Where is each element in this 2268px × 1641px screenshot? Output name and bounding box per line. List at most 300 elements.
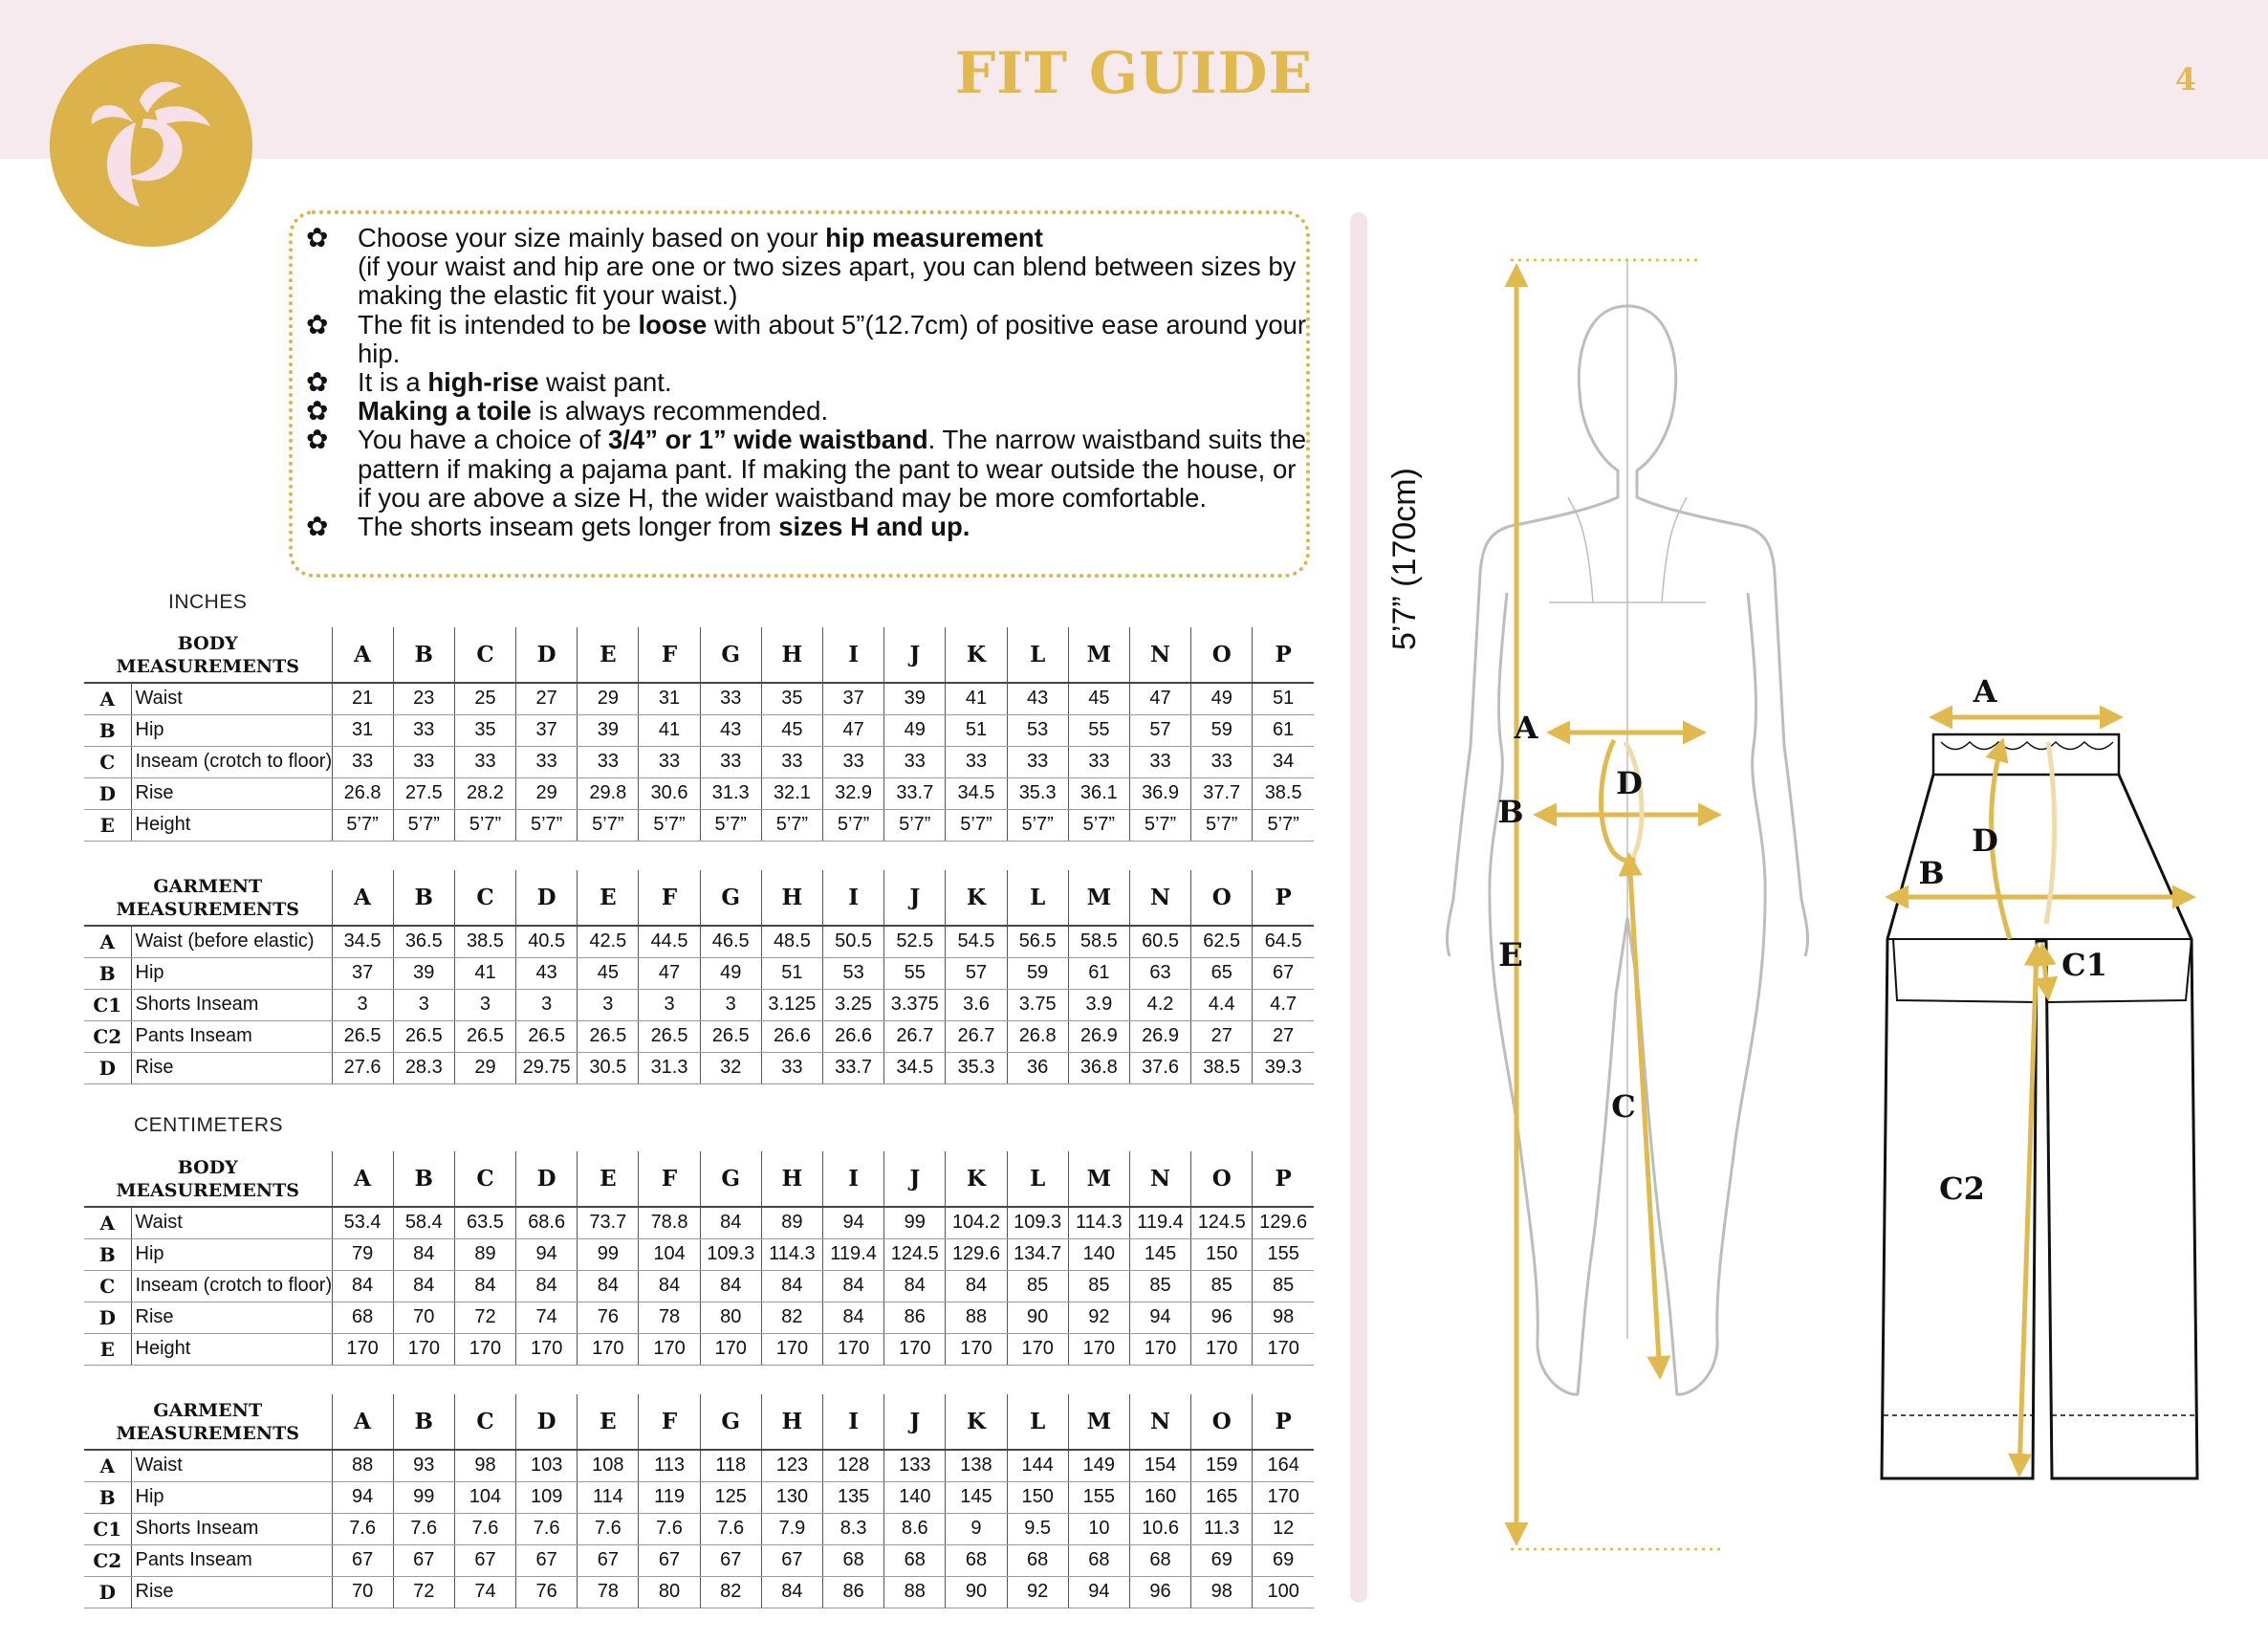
size-header: P bbox=[1253, 1151, 1314, 1207]
measurement-label: Pants Inseam bbox=[131, 1020, 332, 1052]
measurement-label: Rise bbox=[131, 1302, 332, 1333]
measurement-value: 33 bbox=[1129, 746, 1190, 777]
measurement-value: 3 bbox=[332, 989, 393, 1020]
measurement-value: 74 bbox=[454, 1576, 515, 1608]
table-row bbox=[84, 1513, 1314, 1544]
table-header-row bbox=[84, 1394, 1314, 1450]
measurement-value: 84 bbox=[700, 1207, 761, 1238]
measurement-value: 7.6 bbox=[393, 1513, 454, 1544]
measurement-value: 26.6 bbox=[823, 1020, 884, 1052]
measurement-code: C2 bbox=[84, 1544, 131, 1576]
measurement-value: 3.75 bbox=[1007, 989, 1068, 1020]
measurement-value: 78 bbox=[578, 1576, 639, 1608]
size-header: L bbox=[1007, 870, 1068, 926]
measurement-value: 86 bbox=[823, 1576, 884, 1608]
fit-note: ✿ The fit is intended to be loose with about 5”(12.7cm) of positive ease around your hip. bbox=[306, 309, 1307, 368]
measurement-value: 67 bbox=[700, 1544, 761, 1576]
size-header: L bbox=[1007, 1151, 1068, 1207]
measurement-value: 170 bbox=[578, 1333, 639, 1365]
measurement-value: 124.5 bbox=[884, 1238, 946, 1270]
measurement-value: 33 bbox=[578, 746, 639, 777]
size-header: I bbox=[823, 627, 884, 683]
size-header: B bbox=[393, 1394, 454, 1450]
measurement-code: D bbox=[84, 1052, 131, 1083]
measurement-value: 92 bbox=[1007, 1576, 1068, 1608]
flower-bullet-icon: ✿ bbox=[306, 367, 329, 398]
measurement-label: Hip bbox=[131, 1481, 332, 1513]
measurement-value: 31 bbox=[639, 683, 700, 714]
measurement-value: 109.3 bbox=[1007, 1207, 1068, 1238]
measurement-value: 68 bbox=[1129, 1544, 1190, 1576]
size-header: N bbox=[1129, 627, 1190, 683]
measurement-value: 3 bbox=[393, 989, 454, 1020]
height-label: 5’7” (170cm) bbox=[1386, 468, 1423, 650]
measurement-value: 59 bbox=[1191, 714, 1253, 746]
label-a: A bbox=[1514, 710, 1538, 746]
measurement-value: 84 bbox=[393, 1238, 454, 1270]
size-header: C bbox=[454, 1151, 515, 1207]
size-header: P bbox=[1253, 1394, 1314, 1450]
flower-bullet-icon: ✿ bbox=[306, 425, 329, 455]
measurement-value: 38.5 bbox=[1191, 1052, 1253, 1083]
pant-label-c2: C2 bbox=[1939, 1171, 1985, 1207]
measurement-value: 5’7” bbox=[1007, 809, 1068, 841]
measurement-value: 47 bbox=[639, 957, 700, 989]
measurement-label: Height bbox=[131, 809, 332, 841]
measurement-value: 114.3 bbox=[1068, 1207, 1129, 1238]
table-row bbox=[84, 989, 1314, 1020]
measurement-value: 51 bbox=[761, 957, 822, 989]
measurement-value: 140 bbox=[1068, 1238, 1129, 1270]
measurement-value: 33 bbox=[761, 1052, 822, 1083]
measurement-value: 92 bbox=[1068, 1302, 1129, 1333]
measurement-value: 45 bbox=[761, 714, 822, 746]
cm-garment-table bbox=[84, 1394, 1314, 1608]
measurement-value: 26.5 bbox=[578, 1020, 639, 1052]
measurement-value: 84 bbox=[946, 1270, 1007, 1302]
measurement-value: 3.6 bbox=[946, 989, 1007, 1020]
measurement-value: 96 bbox=[1129, 1576, 1190, 1608]
cm-body-table bbox=[84, 1151, 1314, 1366]
measurement-label: Shorts Inseam bbox=[131, 1513, 332, 1544]
size-header: K bbox=[946, 870, 1007, 926]
measurement-value: 84 bbox=[700, 1270, 761, 1302]
measurement-value: 84 bbox=[823, 1302, 884, 1333]
measurement-value: 43 bbox=[1007, 683, 1068, 714]
size-header: A bbox=[332, 1394, 393, 1450]
measurement-value: 68 bbox=[884, 1544, 946, 1576]
size-header: I bbox=[823, 1151, 884, 1207]
measurement-value: 84 bbox=[823, 1270, 884, 1302]
table-title: GARMENT MEASUREMENTS bbox=[84, 1394, 332, 1450]
measurement-label: Rise bbox=[131, 777, 332, 809]
measurement-value: 109.3 bbox=[700, 1238, 761, 1270]
measurement-value: 29 bbox=[516, 777, 578, 809]
measurement-value: 41 bbox=[639, 714, 700, 746]
size-header: B bbox=[393, 870, 454, 926]
measurement-value: 5’7” bbox=[1253, 809, 1314, 841]
measurement-value: 39 bbox=[578, 714, 639, 746]
measurement-code: B bbox=[84, 714, 131, 746]
size-header: A bbox=[332, 627, 393, 683]
measurement-value: 40.5 bbox=[516, 926, 578, 957]
size-header: J bbox=[884, 1151, 946, 1207]
measurement-value: 34.5 bbox=[884, 1052, 946, 1083]
measurement-value: 108 bbox=[578, 1450, 639, 1481]
measurement-value: 26.9 bbox=[1129, 1020, 1190, 1052]
measurement-code: D bbox=[84, 1302, 131, 1333]
measurement-label: Waist bbox=[131, 683, 332, 714]
section-heading-inches: INCHES bbox=[168, 591, 248, 613]
measurement-value: 37.6 bbox=[1129, 1052, 1190, 1083]
size-header: B bbox=[393, 627, 454, 683]
measurement-label: Waist (before elastic) bbox=[131, 926, 332, 957]
inches-body-table bbox=[84, 627, 1314, 842]
measurement-value: 170 bbox=[761, 1333, 822, 1365]
measurement-value: 4.2 bbox=[1129, 989, 1190, 1020]
measurement-value: 170 bbox=[1129, 1333, 1190, 1365]
table-row bbox=[84, 1333, 1314, 1365]
measurement-value: 26.5 bbox=[332, 1020, 393, 1052]
section-heading-centimeters: CENTIMETERS bbox=[134, 1114, 284, 1136]
measurement-value: 113 bbox=[639, 1450, 700, 1481]
measurement-value: 5’7” bbox=[761, 809, 822, 841]
measurement-label: Hip bbox=[131, 957, 332, 989]
measurement-value: 67 bbox=[639, 1544, 700, 1576]
measurement-code: B bbox=[84, 1238, 131, 1270]
measurement-code: A bbox=[84, 1450, 131, 1481]
measurement-value: 33 bbox=[454, 746, 515, 777]
table-title: BODY MEASUREMENTS bbox=[84, 627, 332, 683]
measurement-value: 67 bbox=[578, 1544, 639, 1576]
size-header: M bbox=[1068, 1394, 1129, 1450]
measurement-value: 58.5 bbox=[1068, 926, 1129, 957]
measurement-value: 70 bbox=[332, 1576, 393, 1608]
measurement-value: 123 bbox=[761, 1450, 822, 1481]
measurement-value: 26.5 bbox=[700, 1020, 761, 1052]
measurement-value: 35 bbox=[454, 714, 515, 746]
measurement-value: 99 bbox=[393, 1481, 454, 1513]
measurement-value: 23 bbox=[393, 683, 454, 714]
measurement-value: 30.6 bbox=[639, 777, 700, 809]
measurement-value: 104 bbox=[454, 1481, 515, 1513]
measurement-value: 33 bbox=[700, 746, 761, 777]
measurement-value: 54.5 bbox=[946, 926, 1007, 957]
measurement-value: 76 bbox=[516, 1576, 578, 1608]
measurement-value: 10 bbox=[1068, 1513, 1129, 1544]
measurement-value: 49 bbox=[700, 957, 761, 989]
size-header: C bbox=[454, 870, 515, 926]
measurement-value: 99 bbox=[884, 1207, 946, 1238]
size-header: C bbox=[454, 627, 515, 683]
measurement-value: 26.5 bbox=[639, 1020, 700, 1052]
measurement-value: 80 bbox=[639, 1576, 700, 1608]
measurement-value: 150 bbox=[1191, 1238, 1253, 1270]
measurement-value: 61 bbox=[1253, 714, 1314, 746]
measurement-value: 45 bbox=[1068, 683, 1129, 714]
measurement-value: 114 bbox=[578, 1481, 639, 1513]
measurement-value: 76 bbox=[578, 1302, 639, 1333]
measurement-value: 3.9 bbox=[1068, 989, 1129, 1020]
measurement-value: 170 bbox=[1007, 1333, 1068, 1365]
measurement-value: 88 bbox=[332, 1450, 393, 1481]
measurement-code: D bbox=[84, 1576, 131, 1608]
label-d: D bbox=[1616, 765, 1643, 801]
measurement-value: 155 bbox=[1068, 1481, 1129, 1513]
measurement-value: 69 bbox=[1253, 1544, 1314, 1576]
size-header: J bbox=[884, 870, 946, 926]
size-header: H bbox=[761, 870, 822, 926]
table-row bbox=[84, 777, 1314, 809]
size-header: K bbox=[946, 1151, 1007, 1207]
measurement-value: 134.7 bbox=[1007, 1238, 1068, 1270]
measurement-value: 45 bbox=[578, 957, 639, 989]
measurement-value: 94 bbox=[823, 1207, 884, 1238]
measurement-value: 62.5 bbox=[1191, 926, 1253, 957]
measurement-value: 5’7” bbox=[700, 809, 761, 841]
size-header: G bbox=[700, 1151, 761, 1207]
measurement-value: 32.1 bbox=[761, 777, 822, 809]
measurement-value: 67 bbox=[332, 1544, 393, 1576]
measurement-value: 170 bbox=[1253, 1333, 1314, 1365]
table-row bbox=[84, 1020, 1314, 1052]
measurement-value: 84 bbox=[761, 1576, 822, 1608]
table-header-row bbox=[84, 1151, 1314, 1207]
measurement-value: 53.4 bbox=[332, 1207, 393, 1238]
measurement-value: 56.5 bbox=[1007, 926, 1068, 957]
measurement-value: 39 bbox=[884, 683, 946, 714]
measurement-value: 70 bbox=[393, 1302, 454, 1333]
measurement-value: 38.5 bbox=[1253, 777, 1314, 809]
measurement-value: 84 bbox=[516, 1270, 578, 1302]
measurement-code: C bbox=[84, 1270, 131, 1302]
measurement-value: 34 bbox=[1253, 746, 1314, 777]
measurement-value: 44.5 bbox=[639, 926, 700, 957]
measurement-value: 124.5 bbox=[1191, 1207, 1253, 1238]
measurement-value: 135 bbox=[823, 1481, 884, 1513]
measurement-value: 5’7” bbox=[823, 809, 884, 841]
size-header: K bbox=[946, 627, 1007, 683]
measurement-value: 26.7 bbox=[884, 1020, 946, 1052]
size-header: P bbox=[1253, 627, 1314, 683]
measurement-code: E bbox=[84, 1333, 131, 1365]
measurement-value: 60.5 bbox=[1129, 926, 1190, 957]
size-header: D bbox=[516, 1151, 578, 1207]
size-header: L bbox=[1007, 627, 1068, 683]
measurement-value: 170 bbox=[516, 1333, 578, 1365]
measurement-value: 85 bbox=[1068, 1270, 1129, 1302]
size-header: D bbox=[516, 1394, 578, 1450]
size-header: J bbox=[884, 1394, 946, 1450]
measurement-label: Rise bbox=[131, 1052, 332, 1083]
measurement-value: 86 bbox=[884, 1302, 946, 1333]
measurement-value: 49 bbox=[884, 714, 946, 746]
size-header: F bbox=[639, 627, 700, 683]
measurement-code: C2 bbox=[84, 1020, 131, 1052]
measurement-value: 31.3 bbox=[639, 1052, 700, 1083]
measurement-value: 37.7 bbox=[1191, 777, 1253, 809]
table-row bbox=[84, 1207, 1314, 1238]
size-header: G bbox=[700, 1394, 761, 1450]
measurement-value: 33.7 bbox=[823, 1052, 884, 1083]
measurement-value: 43 bbox=[700, 714, 761, 746]
measurement-value: 72 bbox=[454, 1302, 515, 1333]
flower-bullet-icon: ✿ bbox=[306, 223, 329, 252]
measurement-value: 61 bbox=[1068, 957, 1129, 989]
size-header: J bbox=[884, 627, 946, 683]
measurement-value: 52.5 bbox=[884, 926, 946, 957]
size-header: E bbox=[578, 627, 639, 683]
measurement-value: 69 bbox=[1191, 1544, 1253, 1576]
measurement-value: 84 bbox=[454, 1270, 515, 1302]
measurement-value: 33 bbox=[884, 746, 946, 777]
measurement-value: 36.9 bbox=[1129, 777, 1190, 809]
measurement-value: 145 bbox=[1129, 1238, 1190, 1270]
measurement-value: 9.5 bbox=[1007, 1513, 1068, 1544]
measurement-value: 90 bbox=[1007, 1302, 1068, 1333]
measurement-value: 47 bbox=[823, 714, 884, 746]
measurement-label: Hip bbox=[131, 1238, 332, 1270]
measurement-value: 5’7” bbox=[1129, 809, 1190, 841]
measurement-value: 3.25 bbox=[823, 989, 884, 1020]
table-row bbox=[84, 1544, 1314, 1576]
table-title: BODY MEASUREMENTS bbox=[84, 1151, 332, 1207]
measurement-value: 27 bbox=[516, 683, 578, 714]
measurement-value: 170 bbox=[393, 1333, 454, 1365]
measurement-value: 98 bbox=[1191, 1576, 1253, 1608]
page-number: 4 bbox=[2174, 61, 2197, 98]
measurement-value: 31.3 bbox=[700, 777, 761, 809]
measurement-value: 33 bbox=[1068, 746, 1129, 777]
measurement-value: 3 bbox=[454, 989, 515, 1020]
measurement-value: 43 bbox=[516, 957, 578, 989]
measurement-value: 93 bbox=[393, 1450, 454, 1481]
label-b: B bbox=[1497, 794, 1524, 830]
measurement-value: 37 bbox=[332, 957, 393, 989]
table-row bbox=[84, 746, 1314, 777]
measurement-value: 64.5 bbox=[1253, 926, 1314, 957]
measurement-value: 7.6 bbox=[700, 1513, 761, 1544]
measurement-value: 7.6 bbox=[639, 1513, 700, 1544]
table-header-row bbox=[84, 870, 1314, 926]
fit-note: ✿ The shorts inseam gets longer from sizes H and up. bbox=[306, 512, 970, 542]
size-header: C bbox=[454, 1394, 515, 1450]
table-row bbox=[84, 1052, 1314, 1083]
measurement-code: E bbox=[84, 809, 131, 841]
measurement-value: 85 bbox=[1253, 1270, 1314, 1302]
measurement-value: 25 bbox=[454, 683, 515, 714]
measurement-value: 47 bbox=[1129, 683, 1190, 714]
measurement-value: 170 bbox=[454, 1333, 515, 1365]
measurement-value: 5’7” bbox=[454, 809, 515, 841]
size-header: I bbox=[823, 1394, 884, 1450]
size-header: A bbox=[332, 1151, 393, 1207]
measurement-value: 84 bbox=[393, 1270, 454, 1302]
size-header: F bbox=[639, 1394, 700, 1450]
measurement-value: 170 bbox=[1191, 1333, 1253, 1365]
table-row bbox=[84, 1481, 1314, 1513]
measurement-code: D bbox=[84, 777, 131, 809]
measurement-value: 89 bbox=[761, 1207, 822, 1238]
measurement-value: 67 bbox=[454, 1544, 515, 1576]
measurement-value: 67 bbox=[1253, 957, 1314, 989]
measurement-value: 98 bbox=[1253, 1302, 1314, 1333]
measurement-value: 5’7” bbox=[946, 809, 1007, 841]
measurement-value: 59 bbox=[1007, 957, 1068, 989]
measurement-value: 48.5 bbox=[761, 926, 822, 957]
measurement-value: 37 bbox=[516, 714, 578, 746]
table-row bbox=[84, 1576, 1314, 1608]
measurement-value: 170 bbox=[1068, 1333, 1129, 1365]
measurement-value: 29.8 bbox=[578, 777, 639, 809]
measurement-value: 67 bbox=[393, 1544, 454, 1576]
measurement-value: 88 bbox=[946, 1302, 1007, 1333]
measurement-value: 26.5 bbox=[454, 1020, 515, 1052]
table-row bbox=[84, 1238, 1314, 1270]
size-header: G bbox=[700, 870, 761, 926]
measurement-value: 133 bbox=[884, 1450, 946, 1481]
measurement-code: C1 bbox=[84, 989, 131, 1020]
measurement-diagram bbox=[1377, 210, 2237, 1587]
table-title: GARMENT MEASUREMENTS bbox=[84, 870, 332, 926]
measurement-value: 170 bbox=[1253, 1481, 1314, 1513]
size-header: O bbox=[1191, 1394, 1253, 1450]
size-header: M bbox=[1068, 870, 1129, 926]
size-header: H bbox=[761, 1151, 822, 1207]
measurement-value: 129.6 bbox=[946, 1238, 1007, 1270]
measurement-value: 109 bbox=[516, 1481, 578, 1513]
measurement-value: 164 bbox=[1253, 1450, 1314, 1481]
measurement-value: 28.2 bbox=[454, 777, 515, 809]
size-header: B bbox=[393, 1151, 454, 1207]
measurement-value: 35.3 bbox=[946, 1052, 1007, 1083]
measurement-value: 119.4 bbox=[823, 1238, 884, 1270]
measurement-value: 9 bbox=[946, 1513, 1007, 1544]
table-header-row bbox=[84, 627, 1314, 683]
size-header: K bbox=[946, 1394, 1007, 1450]
pant-label-a: A bbox=[1973, 673, 1997, 710]
measurement-value: 119.4 bbox=[1129, 1207, 1190, 1238]
measurement-label: Shorts Inseam bbox=[131, 989, 332, 1020]
measurement-value: 3.125 bbox=[761, 989, 822, 1020]
measurement-value: 68 bbox=[332, 1302, 393, 1333]
measurement-value: 82 bbox=[700, 1576, 761, 1608]
measurement-value: 8.3 bbox=[823, 1513, 884, 1544]
measurement-value: 33 bbox=[1191, 746, 1253, 777]
measurement-value: 26.5 bbox=[516, 1020, 578, 1052]
label-e: E bbox=[1498, 936, 1523, 974]
measurement-value: 5’7” bbox=[884, 809, 946, 841]
column-divider bbox=[1350, 212, 1367, 1603]
measurement-value: 3 bbox=[700, 989, 761, 1020]
table-row bbox=[84, 957, 1314, 989]
measurement-value: 33 bbox=[700, 683, 761, 714]
measurement-value: 5’7” bbox=[516, 809, 578, 841]
page-title: FIT GUIDE bbox=[954, 40, 1314, 107]
measurement-value: 41 bbox=[454, 957, 515, 989]
measurement-value: 67 bbox=[516, 1544, 578, 1576]
size-header: I bbox=[823, 870, 884, 926]
measurement-value: 50.5 bbox=[823, 926, 884, 957]
size-header: N bbox=[1129, 1151, 1190, 1207]
measurement-value: 36 bbox=[1007, 1052, 1068, 1083]
measurement-value: 7.6 bbox=[516, 1513, 578, 1544]
pants-flat bbox=[1882, 734, 2197, 1478]
table-row bbox=[84, 926, 1314, 957]
measurement-value: 68.6 bbox=[516, 1207, 578, 1238]
fit-note: ✿ Making a toile is always recommended. bbox=[306, 396, 829, 427]
size-header: F bbox=[639, 1151, 700, 1207]
